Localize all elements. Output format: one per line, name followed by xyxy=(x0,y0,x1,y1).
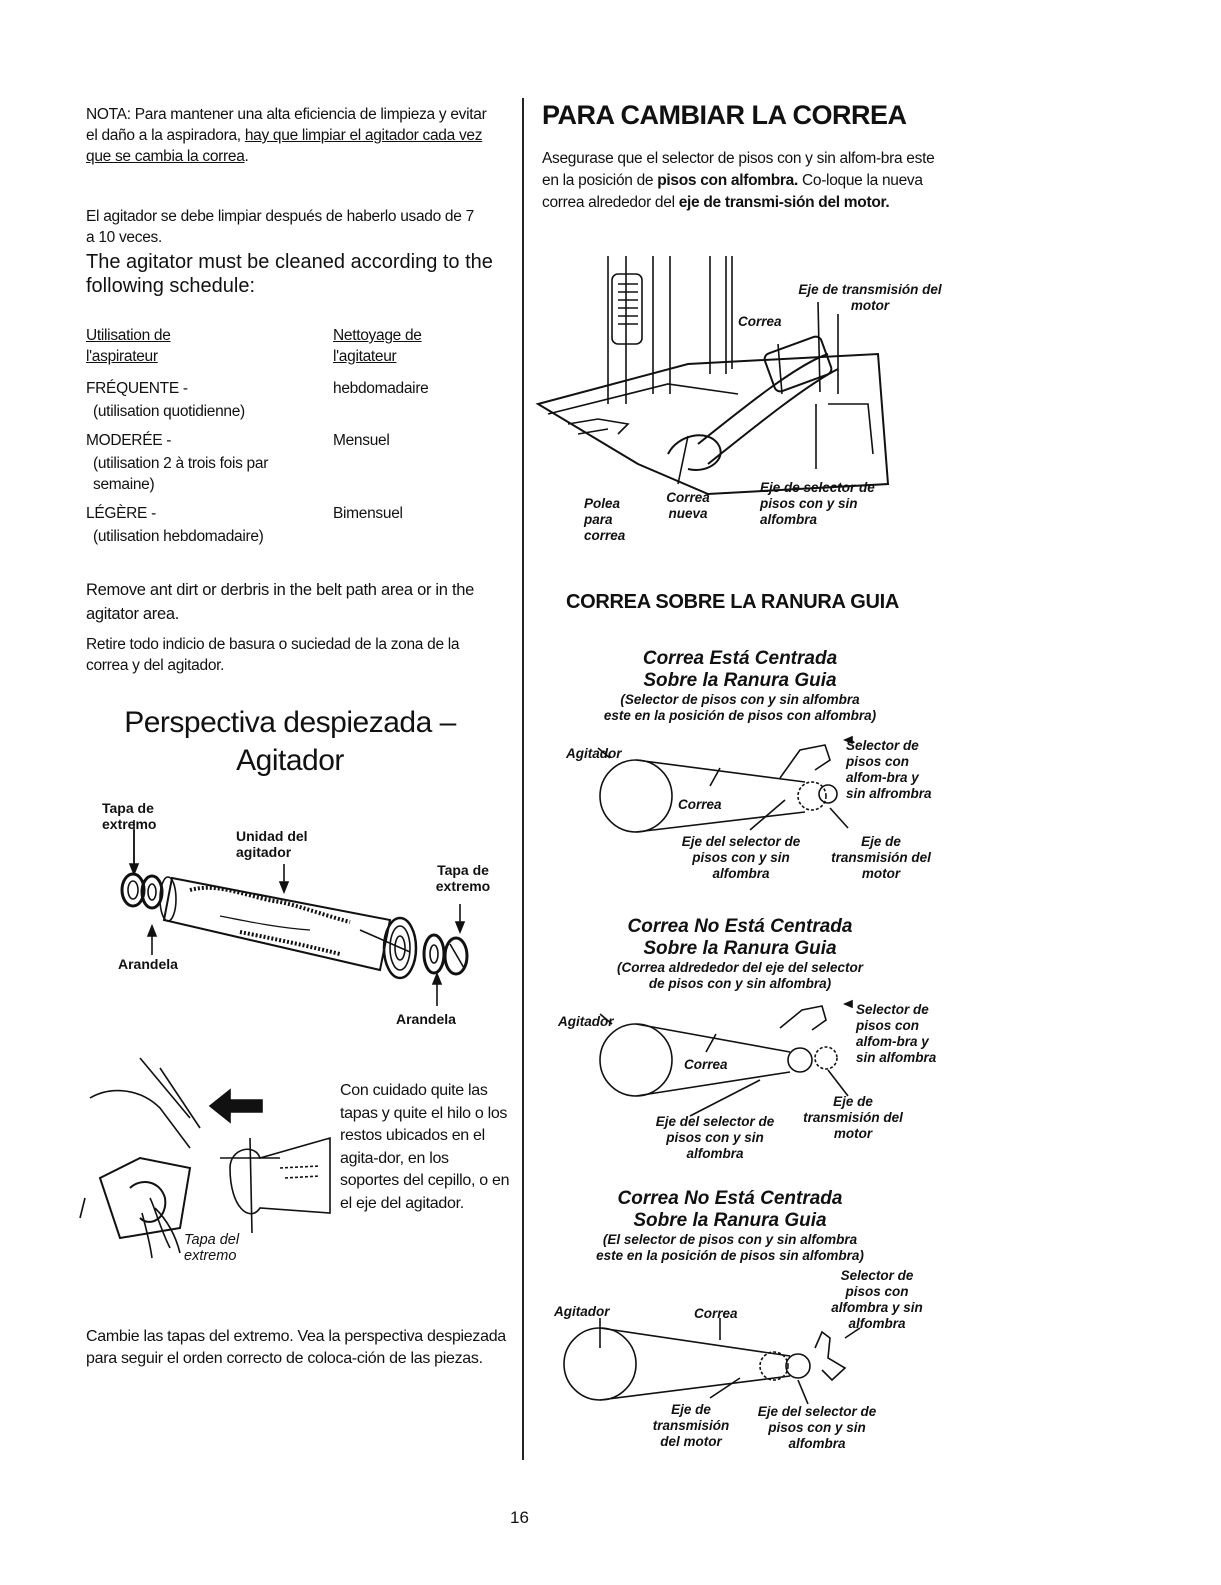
d3-correa: Correa xyxy=(694,1306,738,1321)
fig1-correa-nueva: Correa nueva xyxy=(666,490,710,521)
d3-title1: Correa No Está Centrada xyxy=(617,1188,843,1209)
d2-title2: Sobre la Ranura Guia xyxy=(643,938,837,959)
nota-end: . xyxy=(244,148,249,165)
intro-a: Asegurase que el selector de pisos con y sin alfom-bra este en la posición de xyxy=(542,150,935,189)
exploded-view-title xyxy=(110,704,470,780)
care-instructions: Con cuidado quite las tapas y quite el hilo o los restos ubicados en el agita-dor, en los soportes del cepillo, o en el eje del agitador. xyxy=(340,1082,510,1212)
schedule-freq-2: Mensuel xyxy=(333,432,390,449)
diagram-1-caption xyxy=(550,648,930,724)
exploded-title-line2: Agitador xyxy=(236,744,344,777)
schedule-col1-header: Utilisation de l'aspirateur xyxy=(86,327,171,365)
intro-b: pisos con alfombra. xyxy=(657,172,798,189)
schedule-detail-3: (utilisation hebdomadaire) xyxy=(93,528,264,545)
d2-selector: Selector de pisos con alfom-bra y sin alfombra xyxy=(856,1002,937,1065)
nota-label: NOTA: xyxy=(86,106,131,123)
column-divider xyxy=(522,98,524,1460)
d3-sub1: (El selector de pisos con y sin alfombra xyxy=(602,1232,858,1247)
d2-agitador: Agitador xyxy=(558,1014,614,1029)
nota-text: Para mantener una alta eficiencia de limpieza y evitar el daño a la aspiradora, xyxy=(86,106,487,144)
schedule-freq-3: Bimensuel xyxy=(333,505,403,522)
schedule-term-1: FRÉQUENTE - xyxy=(86,380,188,397)
d1-title2: Sobre la Ranura Guia xyxy=(643,670,837,691)
schedule-term-2: MODERÉE - xyxy=(86,432,172,449)
label-tapa-del-extremo: Tapa del extremo xyxy=(184,1232,240,1264)
intro-paragraph xyxy=(542,148,952,214)
intro-c: Co-loque la nueva correa alrededor del xyxy=(542,172,923,211)
page-number: 16 xyxy=(510,1508,529,1527)
diagram-3-caption xyxy=(540,1188,920,1264)
diagram-1-belt xyxy=(590,730,850,840)
d3-selector: Selector de pisos con alfombra y sin alfombra xyxy=(831,1268,923,1331)
d3-agitador: Agitador xyxy=(554,1304,610,1319)
retire-paragraph: Retire todo indicio de basura o suciedad de la zona de la correa y del agitador. xyxy=(86,636,460,674)
remove-paragraph: Remove ant dirt or derbris in the belt path area or in the agitator area. xyxy=(86,581,474,623)
label-arandela-right: Arandela xyxy=(396,1011,456,1027)
fig1-eje-transmision: Eje de transmisión del motor xyxy=(798,282,942,313)
d1-sub1: (Selector de pisos con y sin alfombra xyxy=(620,692,860,707)
diagram-2-caption xyxy=(550,916,930,992)
d2-title1: Correa No Está Centrada xyxy=(627,916,853,937)
nota-underlined: hay que limpiar el agitador cada vez que se cambia la correa xyxy=(86,127,483,165)
d1-selector: Selector de pisos con alfom-bra y sin alfrombra xyxy=(846,738,932,801)
section-title-ranura-guia: CORREA SOBRE LA RANURA GUIA xyxy=(566,591,900,613)
exploded-title-line1: Perspectiva despiezada – xyxy=(124,706,456,739)
d2-correa: Correa xyxy=(684,1057,728,1072)
fig1-eje-selector: Eje de selector de pisos con y sin alfombra xyxy=(760,480,875,527)
d1-correa: Correa xyxy=(678,797,722,812)
nota-paragraph xyxy=(86,104,496,167)
d2-sub2: de pisos con y sin alfombra) xyxy=(648,976,832,991)
label-tapa-right: Tapa de extremo xyxy=(435,862,491,894)
d2-eje-selector: Eje del selector de pisos con y sin alfombra xyxy=(655,1114,775,1161)
intro-d: eje de transmi-sión del motor. xyxy=(678,194,890,211)
label-unidad: Unidad del agitador xyxy=(236,828,308,860)
fig1-polea: Polea para correa xyxy=(584,496,626,543)
d1-eje-transmision: Eje de transmisión del motor xyxy=(831,834,931,881)
schedule-freq-1: hebdomadaire xyxy=(333,380,429,397)
fig1-correa: Correa xyxy=(738,314,782,329)
d3-eje-transmision: Eje de transmisión del motor xyxy=(652,1402,730,1449)
schedule-detail-2: (utilisation 2 à trois fois par semaine) xyxy=(93,455,269,493)
cambie-paragraph: Cambie las tapas del extremo. Vea la perspectiva despiezada para seguir el orden correcto de coloca-ción de las piezas. xyxy=(86,1328,506,1367)
section-title-cambiar-correa: PARA CAMBIAR LA CORREA xyxy=(542,100,907,130)
label-tapa-left: Tapa de extremo xyxy=(102,800,157,832)
label-arandela-left: Arandela xyxy=(118,956,178,972)
agitador-paragraph: El agitador se debe limpiar después de haberlo usado de 7 a 10 veces. xyxy=(86,208,474,246)
d1-agitador: Agitador xyxy=(566,746,622,761)
d3-sub2: este en la posición de pisos sin alfombra) xyxy=(596,1248,864,1263)
english-paragraph: The agitator must be cleaned according to the following schedule: xyxy=(86,251,493,297)
end-cap-removal-illustration xyxy=(80,1058,350,1258)
schedule-detail-1: (utilisation quotidienne) xyxy=(93,403,245,420)
d2-eje-transmision: Eje de transmisión del motor xyxy=(803,1094,903,1141)
d1-sub2: este en la posición de pisos con alfombra) xyxy=(603,708,877,723)
d1-eje-selector: Eje del selector de pisos con y sin alfombra xyxy=(681,834,801,881)
schedule-term-3: LÉGÈRE - xyxy=(86,505,156,522)
schedule-col2-header: Nettoyage de l'agitateur xyxy=(333,327,422,365)
d3-eje-selector: Eje del selector de pisos con y sin alfombra xyxy=(757,1404,877,1451)
d3-title2: Sobre la Ranura Guia xyxy=(633,1210,827,1231)
d2-sub1: (Correa aldrededor del eje del selector xyxy=(616,960,864,975)
agitator-exploded-illustration xyxy=(100,820,500,1020)
d1-title1: Correa Está Centrada xyxy=(642,648,838,669)
